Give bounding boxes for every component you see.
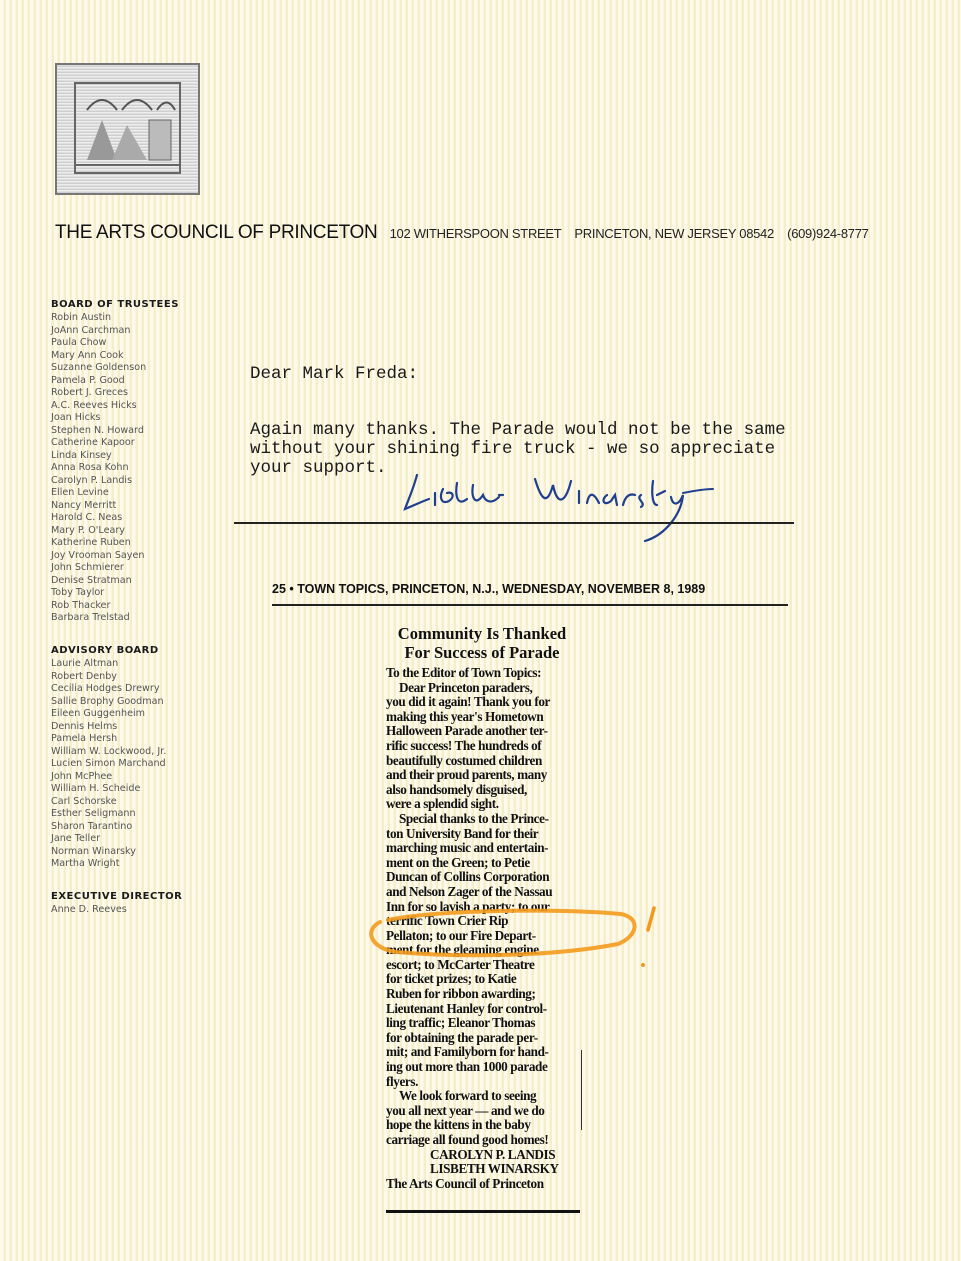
member-name: Linda Kinsey <box>51 449 112 461</box>
clipping-header: 25 • TOWN TOPICS, PRINCETON, N.J., WEDNESDAY, NOVEMBER 8, 1989 <box>272 582 706 596</box>
article-line: Special thanks to the Prince- <box>399 810 549 826</box>
article-line: Dear Princeton paraders, <box>399 679 533 695</box>
member-name: Suzanne Goldenson <box>51 362 147 373</box>
article-line: CAROLYN P. LANDIS <box>430 1146 556 1162</box>
article-line: LISBETH WINARSKY <box>430 1161 559 1177</box>
letter-line: Again many thanks. The Parade would not be the same <box>250 420 786 440</box>
member-name: Rob Thacker <box>51 599 111 611</box>
article-line: Pellaton; to our Fire Depart- <box>386 927 536 943</box>
orange-highlight-circle <box>356 900 676 970</box>
member-name: John Schmierer <box>51 562 124 573</box>
member-name: Sharon Tarantino <box>51 820 133 832</box>
member-name: Toby Taylor <box>51 587 105 598</box>
article-line: terrific Town Crier Rip <box>386 913 509 929</box>
advisory-board <box>51 645 231 871</box>
letter-divider <box>234 522 794 524</box>
organization-address: 102 WITHERSPOON STREET PRINCETON, NEW JERSEY 08542 (609)924-8777 <box>389 226 869 241</box>
article-line: escort; to McCarter Theatre <box>386 956 535 972</box>
member-name: Carolyn P. Landis <box>51 474 133 486</box>
member-name: Pamela P. Good <box>51 374 125 386</box>
member-name: Martha Wright <box>51 858 120 869</box>
article-line: The Arts Council of Princeton <box>386 1175 544 1191</box>
article-line: Lieutenant Hanley for control- <box>386 1000 547 1016</box>
article-line: ing out more than 1000 parade <box>386 1059 548 1075</box>
handwritten-signature <box>395 455 725 550</box>
article-line: ling traffic; Eleanor Thomas <box>386 1015 536 1031</box>
letter-line: without your shining fire truck - we so appreciate <box>250 439 776 459</box>
director-heading: EXECUTIVE DIRECTOR <box>51 891 183 902</box>
executive-director <box>51 891 231 917</box>
member-name: William H. Scheide <box>51 783 141 794</box>
member-name: Robin Austin <box>51 312 112 323</box>
member-name: Norman Winarsky <box>51 845 136 857</box>
article-line: mit; and Familyborn for hand- <box>386 1044 549 1060</box>
article-line: were a splendid sight. <box>386 796 499 812</box>
member-name: William W. Lockwood, Jr. <box>51 745 167 757</box>
member-name: Paula Chow <box>51 337 107 348</box>
article-headline <box>386 624 578 662</box>
article-line: you all next year — and we do <box>386 1102 545 1118</box>
headline-line: Community Is Thanked <box>397 624 567 643</box>
advisory-list <box>51 658 231 871</box>
article-line: Inn for so lavish a party; to our <box>386 898 550 914</box>
article-line: and Nelson Zager of the Nassau <box>386 883 553 899</box>
article-line: ton University Band for their <box>386 825 539 841</box>
article-line: carriage all found good homes! <box>386 1132 549 1147</box>
member-name: Cecilia Hodges Drewry <box>51 683 160 694</box>
article-line: Duncan of Collins Corporation <box>386 869 550 885</box>
member-name: Laurie Altman <box>51 658 119 669</box>
member-name: Lucien Simon Marchand <box>51 758 166 769</box>
member-name: Eileen Guggenheim <box>51 708 145 719</box>
member-name: Joan Hicks <box>51 412 101 423</box>
member-name: Barbara Trelstad <box>51 612 130 623</box>
member-name: Catherine Kapoor <box>51 437 135 448</box>
article-line: Ruben for ribbon awarding; <box>386 986 536 1002</box>
member-name: Anna Rosa Kohn <box>51 462 129 473</box>
member-name: Pamela Hersh <box>51 733 118 744</box>
member-name: Dennis Helms <box>51 720 118 732</box>
member-name: Robert Denby <box>51 670 117 682</box>
article-line: beautifully costumed children <box>386 752 542 768</box>
article-line: We look forward to seeing <box>399 1088 537 1104</box>
article-line: for obtaining the parade per- <box>386 1029 538 1045</box>
clipping-bottom-rule <box>386 1210 580 1213</box>
article-line: Halloween Parade another ter- <box>386 723 548 739</box>
article-line: ment on the Green; to Petie <box>386 854 530 870</box>
trustee-list <box>51 312 231 625</box>
article-line: you did it again! Thank you for <box>386 694 550 710</box>
member-name: Harold C. Neas <box>51 512 123 523</box>
director-name: Anne D. Reeves <box>51 904 127 915</box>
article-line: making this year's Hometown <box>386 708 544 724</box>
member-name: JoAnn Carchman <box>51 324 131 336</box>
member-name: Nancy Merritt <box>51 499 117 511</box>
article-line: also handsomely disguised, <box>386 781 527 797</box>
member-name: Joy Vrooman Sayen <box>51 549 145 561</box>
member-name: Katherine Ruben <box>51 537 131 548</box>
member-name: Carl Schorske <box>51 795 117 807</box>
member-name: Robert J. Greces <box>51 387 129 398</box>
article-line: rific success! The hundreds of <box>386 737 542 753</box>
member-name: Jane Teller <box>51 833 101 844</box>
article-line: flyers. <box>386 1073 418 1089</box>
letterhead <box>55 222 869 244</box>
clipping-header-rule <box>272 604 788 606</box>
article-line: hope the kittens in the baby <box>386 1117 531 1133</box>
member-name: Stephen N. Howard <box>51 424 144 436</box>
member-name: Ellen Levine <box>51 487 109 498</box>
member-name: Esther Seligmann <box>51 808 136 819</box>
member-name: Mary P. O'Leary <box>51 524 125 536</box>
article-line: for ticket prizes; to Katie <box>386 971 517 987</box>
board-of-trustees <box>51 299 231 625</box>
letter-salutation: Dear Mark Freda: <box>250 364 419 384</box>
member-name: Denise Stratman <box>51 574 132 586</box>
headline-line: For Success of Parade <box>404 643 560 662</box>
arts-council-logo <box>55 63 200 195</box>
article-line: To the Editor of Town Topics: <box>386 665 542 680</box>
article-line: and their proud parents, many <box>386 767 547 783</box>
organization-name: THE ARTS COUNCIL OF PRINCETON <box>55 222 378 243</box>
article-line: marching music and entertain- <box>386 840 549 856</box>
advisory-heading: ADVISORY BOARD <box>51 645 159 656</box>
article-line: ment for the gleaming engine <box>386 942 539 958</box>
member-name: Mary Ann Cook <box>51 349 124 361</box>
member-name: John McPhee <box>51 770 113 782</box>
member-name: A.C. Reeves Hicks <box>51 399 137 411</box>
member-name: Sallie Brophy Goodman <box>51 695 164 707</box>
letter-line: your support. <box>250 458 387 478</box>
trustees-heading: BOARD OF TRUSTEES <box>51 299 179 310</box>
clipping-side-rule <box>581 1050 582 1130</box>
building-illustration-icon <box>57 65 198 193</box>
